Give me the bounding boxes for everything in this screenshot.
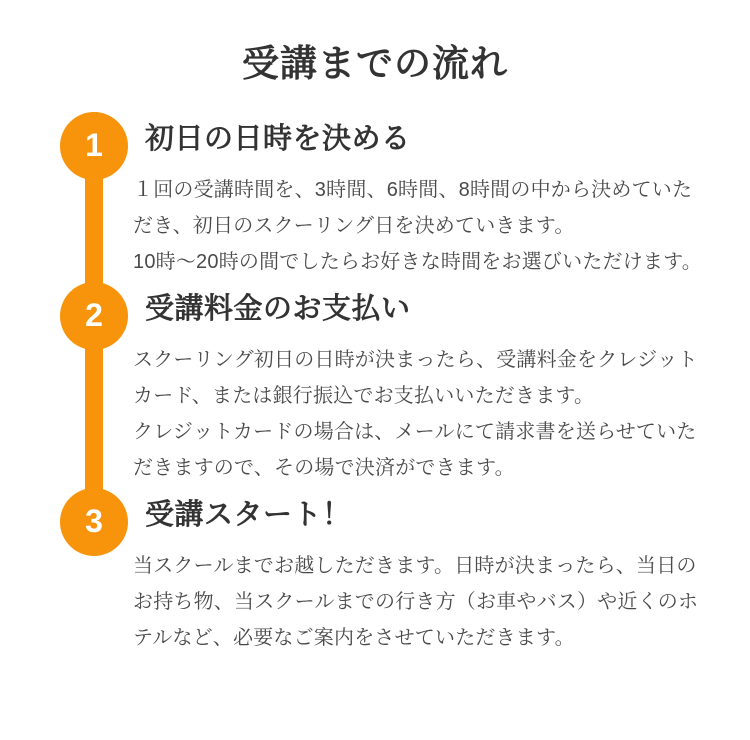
step-rail	[60, 488, 128, 656]
section-title: 受講までの流れ	[242, 43, 508, 84]
step-number: 3	[85, 503, 103, 539]
step-description-line: 当スクールまでお越しただきます。日時が決まったら、当日のお持ち物、当スクールまでの行き方（お車やバス）や近くのホテルなど、必要なご案内をさせていただきます。	[133, 555, 699, 649]
step-number: 2	[85, 297, 103, 333]
step-heading: 初日の日時を決める	[145, 123, 411, 155]
step-rail	[60, 282, 128, 486]
step-number-badge	[60, 488, 128, 556]
flow-step-1	[60, 112, 710, 280]
step-description-line: 10時〜20時の間でしたらお好きな時間をお選びいただけます。	[133, 251, 702, 273]
step-heading: 受講スタート！	[145, 499, 352, 531]
step-content	[133, 112, 710, 280]
step-description-line: スクーリング初日の日時が決まったら、受講料金をクレジットカード、または銀行振込でお支払いいただきます。	[133, 349, 698, 407]
flow-step-2	[60, 282, 710, 486]
step-description-line: １回の受講時間を、3時間、6時間、8時間の中から決めていただき、初日のスクーリング日を決めていきます。	[133, 179, 693, 237]
step-number-badge	[60, 282, 128, 350]
step-number-badge	[60, 112, 128, 180]
flow-section	[0, 40, 750, 740]
flow-steps	[0, 112, 750, 656]
step-heading: 受講料金のお支払い	[145, 293, 411, 325]
step-description-line: クレジットカードの場合は、メールにて請求書を送らせていただきますので、その場で決済ができます。	[133, 421, 697, 479]
step-content	[133, 488, 710, 656]
flow-step-3	[60, 488, 710, 656]
step-content	[133, 282, 710, 486]
step-number: 1	[85, 127, 103, 163]
step-rail	[60, 112, 128, 280]
